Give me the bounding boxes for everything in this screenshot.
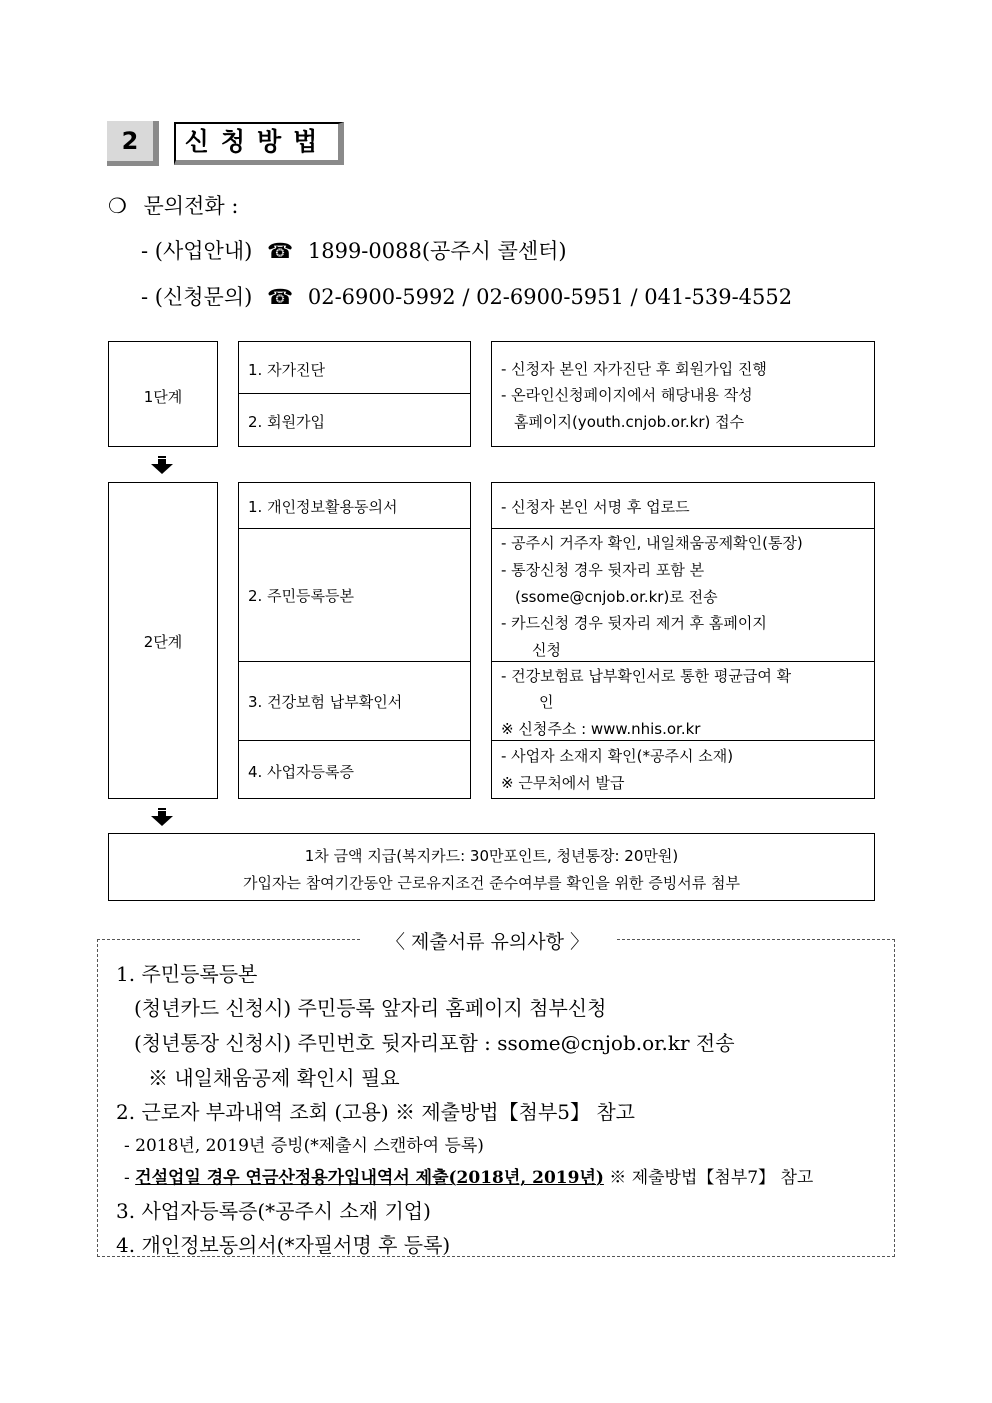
contact-prefix: - (신청문의) <box>141 285 253 309</box>
note-line: 4. 개인정보동의서(*자필서명 후 등록) <box>116 1233 451 1257</box>
contact-heading <box>108 190 238 220</box>
circle-bullet-icon: ❍ <box>108 194 127 218</box>
contact-label: 문의전화 : <box>143 194 239 218</box>
step2-desc: - 사업자 소재지 확인(*공주시 소재) <box>501 747 734 765</box>
step1-item: 2. 회원가입 <box>248 413 326 431</box>
contact-line-guide <box>141 235 567 265</box>
step1-desc: - 신청자 본인 자가진단 후 회원가입 진행 <box>501 360 767 378</box>
phone-number: 1899-0088(공주시 콜센터) <box>307 239 567 263</box>
step2-item: 3. 건강보험 납부확인서 <box>248 693 403 711</box>
notes-title: 〈 제출서류 유의사항 〉 <box>360 927 615 954</box>
step2-item: 4. 사업자등록증 <box>248 763 355 781</box>
final-line: 1차 금액 지급(복지카드: 30만포인트, 청년통장: 20만원) <box>304 847 679 865</box>
phone-number: 02-6900-5992 / 02-6900-5951 / 041-539-4552 <box>307 285 793 309</box>
step2-label: 2단계 <box>143 633 183 651</box>
step2-desc: ※ 근무처에서 발급 <box>501 774 625 792</box>
step2-label-box <box>108 482 218 799</box>
step1-desc-box <box>491 341 875 447</box>
section-title: 신청방법 <box>174 122 344 165</box>
note-line: 2. 근로자 부과내역 조회 (고용) ※ 제출방법【첨부5】 참고 <box>116 1100 635 1124</box>
step2-desc: - 공주시 거주자 확인, 내일채움공제확인(통장) <box>501 534 803 552</box>
down-arrow-icon <box>151 456 173 474</box>
step2-item: 1. 개인정보활용동의서 <box>248 498 398 516</box>
down-arrow-icon <box>151 808 173 826</box>
note-line: (청년카드 신청시) 주민등록 앞자리 홈페이지 첨부신청 <box>134 996 607 1020</box>
step1-items-box <box>238 341 471 447</box>
final-line: 가입자는 참여기간동안 근로유지조건 준수여부를 확인을 위한 증빙서류 첨부 <box>242 874 741 892</box>
step1-label-box <box>108 341 218 447</box>
step2-desc: 신청 <box>532 641 561 659</box>
step2-desc: - 신청자 본인 서명 후 업로드 <box>501 498 690 516</box>
contact-line-apply <box>141 281 792 311</box>
section-number: 2 <box>107 121 159 166</box>
note-line-construction <box>124 1163 813 1188</box>
final-payment-box <box>108 833 875 901</box>
step1-desc: 홈페이지(youth.cnjob.or.kr) 접수 <box>514 413 745 431</box>
note-line: - 2018년, 2019년 증빙(*제출시 스캔하여 등록) <box>124 1136 484 1156</box>
note-line: 3. 사업자등록증(*공주시 소재 기업) <box>116 1199 431 1223</box>
step2-desc: - 건강보험료 납부확인서로 통한 평균급여 확 <box>501 667 792 685</box>
step2-desc: (ssome@cnjob.or.kr)로 전송 <box>515 588 718 606</box>
step1-label: 1단계 <box>143 388 183 406</box>
step2-desc: 인 <box>539 693 554 711</box>
step2-items-box <box>238 482 471 799</box>
step2-desc: - 카드신청 경우 뒷자리 제거 후 홈페이지 <box>501 614 767 632</box>
step1-desc: - 온라인신청페이지에서 해당내용 작성 <box>501 386 753 404</box>
step1-item: 1. 자가진단 <box>248 361 326 379</box>
step2-item: 2. 주민등록등본 <box>248 587 355 605</box>
note-line: ※ 내일채움공제 확인시 필요 <box>148 1066 400 1090</box>
contact-prefix: - (사업안내) <box>141 239 253 263</box>
step2-desc: ※ 신청주소 : www.nhis.or.kr <box>501 720 701 738</box>
note-dash: - <box>124 1168 136 1188</box>
phone-icon: ☎ <box>267 239 294 263</box>
step2-desc: - 통장신청 경우 뒷자리 포함 본 <box>501 561 705 579</box>
step2-desc-box <box>491 482 875 799</box>
phone-icon: ☎ <box>267 285 294 309</box>
note-line: (청년통장 신청시) 주민번호 뒷자리포함 : ssome@cnjob.or.kr 전송 <box>134 1031 735 1055</box>
note-emphasis: 건설업일 경우 연금산정용가입내역서 제출(2018년, 2019년) <box>135 1168 604 1188</box>
note-line: 1. 주민등록등본 <box>116 962 258 986</box>
note-ref: ※ 제출방법【첨부7】 참고 <box>603 1168 814 1188</box>
